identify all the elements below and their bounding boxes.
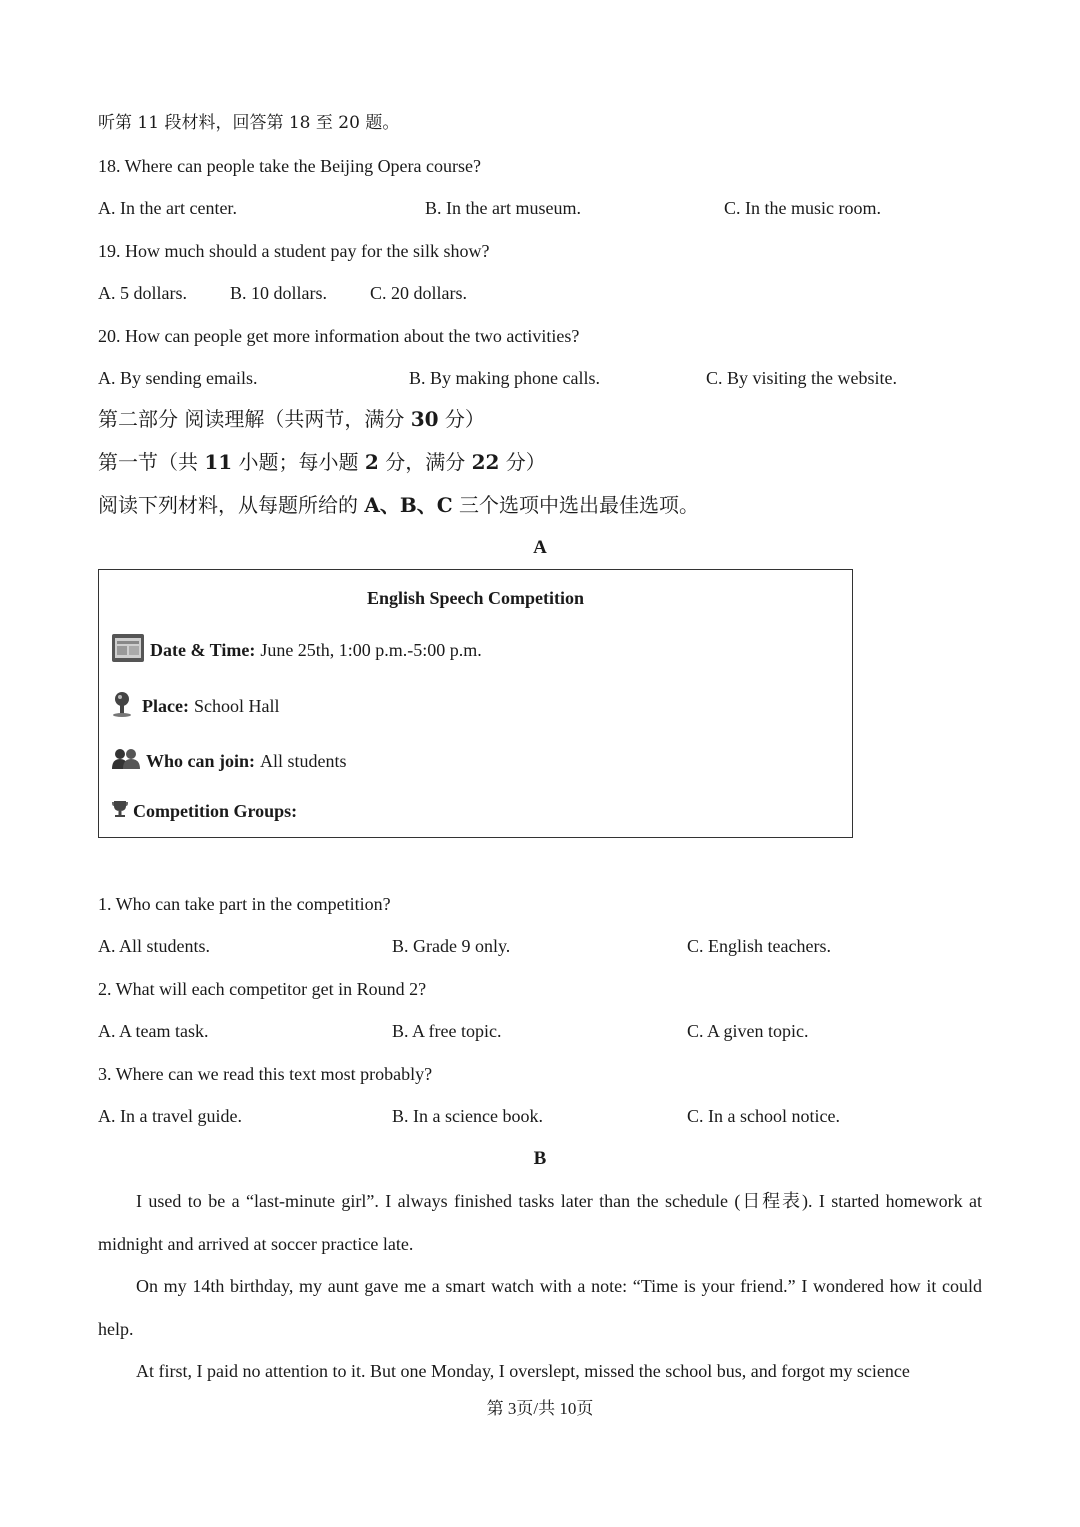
question-1-option-c: C. English teachers. [687, 936, 831, 956]
question-3-stem: 3. Where can we read this text most probably? [98, 1064, 433, 1084]
question-2-stem: 2. What will each competitor get in Round 2? [98, 979, 427, 999]
notice-place-row: Place: School Hall [111, 691, 279, 722]
passage-b-paragraph-3: At first, I paid no attention to it. But one Monday, I overslept, missed the school bus, and forgot my science [136, 1361, 910, 1381]
passage-b-paragraph-2: On my 14th birthday, my aunt gave me a smart watch with a note: “Time is your friend.” I wondered how it could help. [98, 1276, 982, 1339]
passage-b-label: B [533, 1148, 547, 1169]
question-3-option-a: A. In a travel guide. [98, 1106, 242, 1126]
section-one-title: 第一节（共 11 小题；每小题 2 分，满分 22 分） [98, 450, 546, 474]
page-footer: 第 3页/共 10页 [486, 1399, 594, 1418]
question-3-option-c: C. In a school notice. [687, 1106, 840, 1126]
question-1-option-a: A. All students. [98, 936, 211, 956]
part-two-title: 第二部分 阅读理解（共两节，满分 30 分） [98, 407, 485, 431]
question-2-option-b: B. A free topic. [392, 1021, 502, 1041]
question-1-stem: 1. Who can take part in the competition? [98, 894, 391, 914]
question-18-option-b: B. In the art museum. [425, 198, 581, 218]
question-19-option-b: B. 10 dollars. [230, 283, 327, 303]
question-18-stem: 18. Where can people take the Beijing Opera course? [98, 156, 482, 176]
pin-icon [111, 691, 133, 722]
notice-who-row: Who can join: All students [111, 748, 347, 775]
trophy-icon [111, 800, 129, 823]
passage-a-label: A [533, 537, 547, 558]
notice-box [98, 569, 853, 838]
reading-instructions: 阅读下列材料，从每题所给的 A、B、C 三个选项中选出最佳选项。 [98, 493, 700, 517]
question-18-option-a: A. In the art center. [98, 198, 237, 218]
notice-title: English Speech Competition [366, 588, 585, 608]
people-icon [111, 748, 141, 775]
question-19-stem: 19. How much should a student pay for the silk show? [98, 241, 490, 261]
calendar-icon [111, 633, 145, 668]
question-19-option-c: C. 20 dollars. [370, 283, 467, 303]
passage-b-paragraph-1: I used to be a “last-minute girl”. I always finished tasks later than the schedule (日程表). I started homework at midnight and arrived at soccer practice late. [98, 1191, 982, 1254]
question-20-option-a: A. By sending emails. [98, 368, 258, 388]
question-2-option-c: C. A given topic. [687, 1021, 809, 1041]
question-20-stem: 20. How can people get more information about the two activities? [98, 326, 580, 346]
question-3-option-b: B. In a science book. [392, 1106, 543, 1126]
listening-intro: 听第 11 段材料，回答第 18 至 20 题。 [98, 113, 400, 133]
question-18-option-c: C. In the music room. [724, 198, 881, 218]
question-19-option-a: A. 5 dollars. [98, 283, 187, 303]
question-2-option-a: A. A team task. [98, 1021, 209, 1041]
question-1-option-b: B. Grade 9 only. [392, 936, 511, 956]
notice-date-row: Date & Time: June 25th, 1:00 p.m.-5:00 p.m. [111, 633, 482, 668]
notice-groups-row: Competition Groups: [111, 800, 302, 823]
question-20-option-c: C. By visiting the website. [706, 368, 897, 388]
question-20-option-b: B. By making phone calls. [409, 368, 600, 388]
